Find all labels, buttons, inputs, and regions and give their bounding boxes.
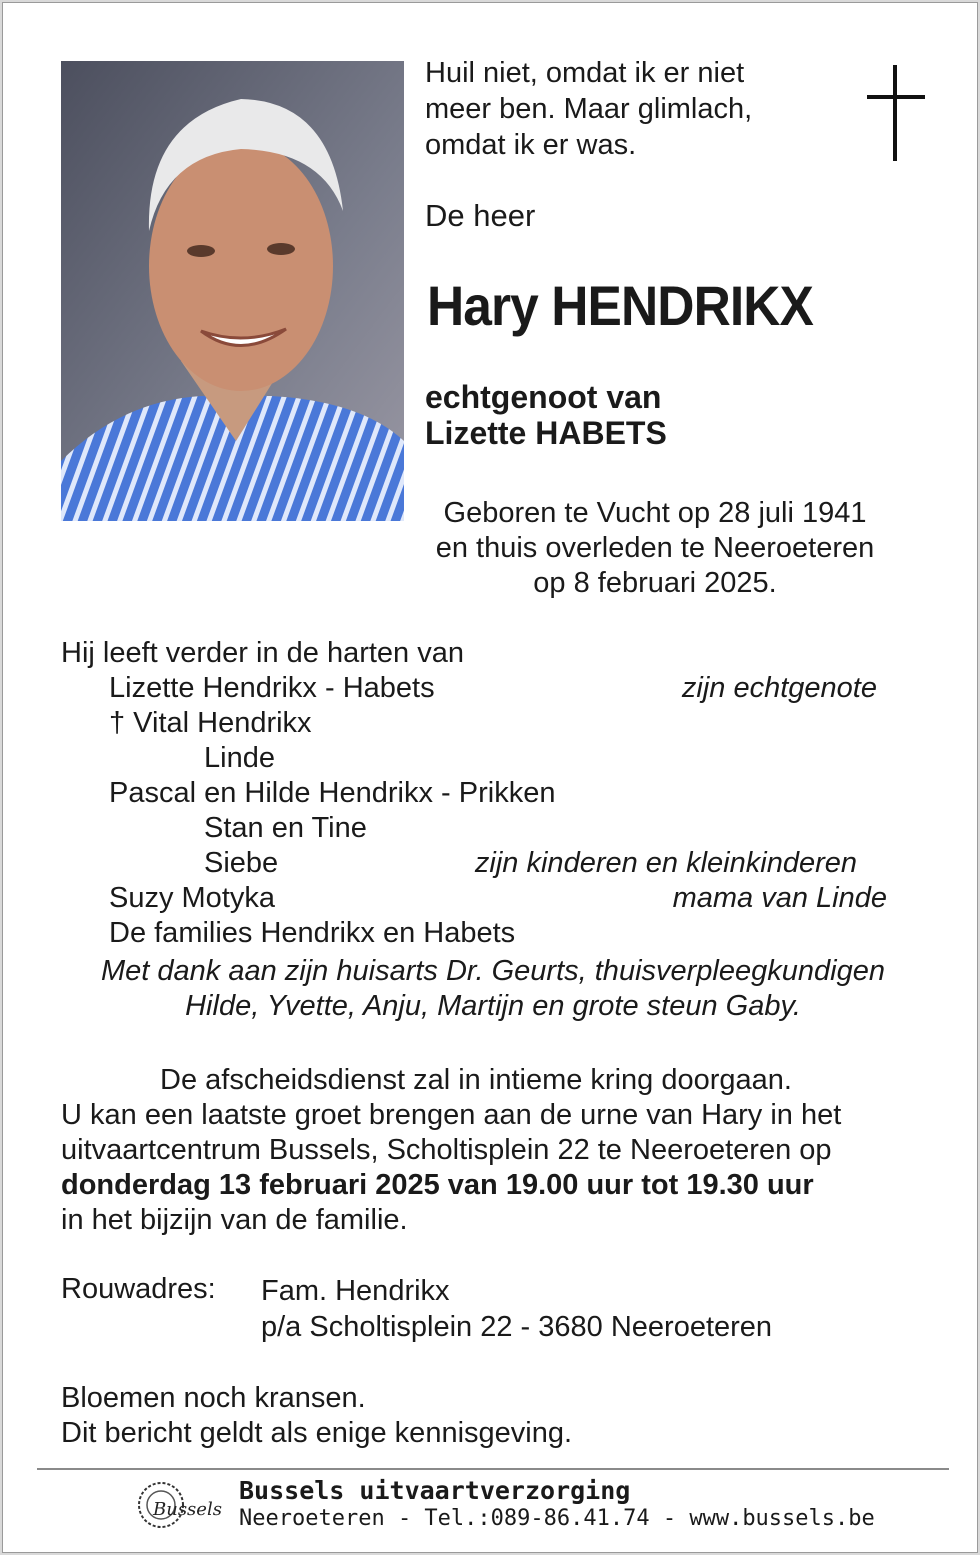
family-role: zijn echtgenote <box>681 672 877 704</box>
service-date: donderdag 13 februari 2025 van 19.00 uur tot 19.30 uur <box>61 1169 814 1201</box>
spouse-block <box>425 379 667 451</box>
service-line: U kan een laatste groet brengen aan de urne van Hary in het <box>61 1099 842 1131</box>
deceased-name: Hary HENDRIKX <box>427 274 813 337</box>
address-line: Fam. Hendrikx <box>261 1275 450 1307</box>
address-label: Rouwadres: <box>61 1273 216 1305</box>
closing-notes <box>61 1381 572 1451</box>
opening-quote: Huil niet, omdat ik er niet meer ben. Maar glimlach, omdat ik er was. <box>425 57 753 161</box>
honorific: De heer <box>425 198 536 233</box>
spouse-name: Lizette HABETS <box>425 415 667 451</box>
family-member: Lizette Hendrikx - Habets <box>109 672 435 704</box>
family-member: Linde <box>204 742 275 774</box>
service-line: in het bijzijn van de familie. <box>61 1204 408 1236</box>
family-member: † Vital Hendrikx <box>109 707 312 739</box>
address-line: p/a Scholtisplein 22 - 3680 Neeroeteren <box>261 1311 773 1343</box>
thanks-line: Hilde, Yvette, Anju, Martijn en grote steun Gaby. <box>185 990 801 1022</box>
birth-death-info <box>411 496 899 601</box>
family-role: zijn kinderen en kleinkinderen <box>474 847 857 879</box>
family-member: Suzy Motyka <box>109 882 275 914</box>
service-intro: De afscheidsdienst zal in intieme kring doorgaan. <box>160 1064 792 1096</box>
service-line: uitvaartcentrum Bussels, Scholtisplein 22 te Neeroeteren op <box>61 1134 832 1166</box>
closing-line: Dit bericht geldt als enige kennisgeving. <box>61 1417 573 1449</box>
birth-line: Geboren te Vucht op 28 juli 1941 <box>443 497 867 529</box>
logo-text: Bussels <box>153 1499 222 1520</box>
address-value <box>261 1273 772 1345</box>
family-member: Stan en Tine <box>204 812 367 844</box>
family-member: Pascal en Hilde Hendrikx - Prikken <box>109 777 556 809</box>
service-info <box>61 1063 931 1238</box>
closing-line: Bloemen noch kransen. <box>61 1382 366 1414</box>
death-date-line: op 8 februari 2025. <box>533 567 777 599</box>
thanks-text <box>43 954 943 1024</box>
family-member: Siebe <box>204 847 279 879</box>
funeral-company-contact: Neeroeteren - Tel.:089-86.41.74 - www.bussels.be <box>239 1506 875 1531</box>
portrait-photo <box>61 61 404 521</box>
spouse-relation: echtgenoot van <box>425 379 662 415</box>
bussels-logo-icon <box>133 1475 225 1535</box>
death-line: en thuis overleden te Neeroeteren <box>435 532 875 564</box>
thanks-line: Met dank aan zijn huisarts Dr. Geurts, thuisverpleegkundigen <box>101 955 885 987</box>
obituary-card <box>2 2 978 1553</box>
cross-icon <box>867 65 925 161</box>
family-intro: Hij leeft verder in de harten van <box>61 637 464 669</box>
footer-divider <box>37 1468 949 1470</box>
family-role: mama van Linde <box>672 882 887 914</box>
family-member: De families Hendrikx en Habets <box>109 917 516 949</box>
funeral-company-name: Bussels uitvaartverzorging <box>239 1476 631 1505</box>
